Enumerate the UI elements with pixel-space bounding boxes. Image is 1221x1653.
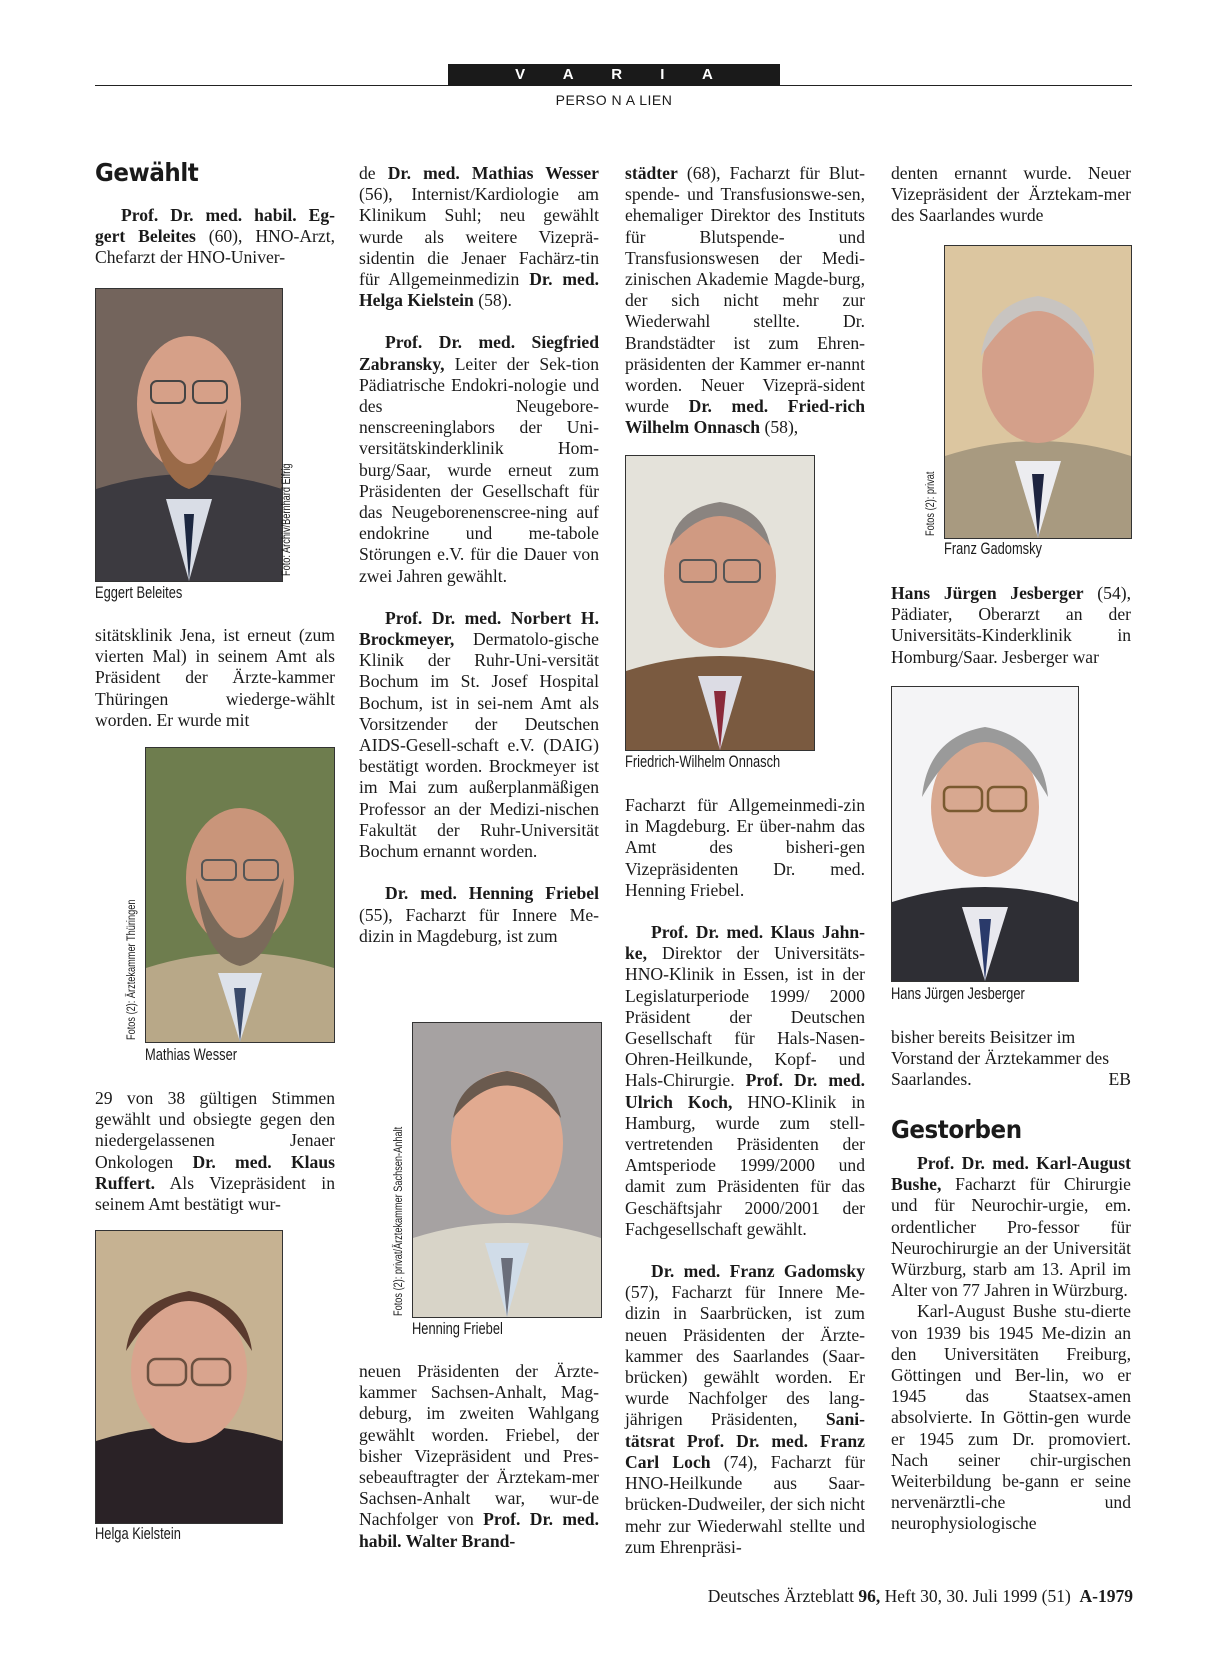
article-ruffert (95, 1088, 335, 1215)
article-beleites-intro (95, 205, 335, 269)
text-span: (60), HNO-Arzt, Chefarzt der HNO-Univer- (95, 226, 335, 268)
text-span: de (359, 163, 388, 183)
article-jesberger (891, 583, 1131, 668)
caption-jesberger: Hans Jürgen Jesberger (891, 985, 1025, 1003)
section-label: V A R I A (448, 64, 780, 86)
name-bushe: Prof. Dr. med. Karl-August Bushe, (891, 1153, 1131, 1195)
photo-gadomsky (944, 245, 1132, 539)
footer-citation (708, 1586, 1133, 1607)
portrait-image (892, 687, 1078, 981)
article-col4-top (891, 163, 1131, 227)
text-span: Dermatolo-gische Klinik der Ruhr-Uni-versität Bochum im St. Josef Hospital Bochum, ist in sei-nem Amt als Vorsitzender der Deutschen AIDS-Gesell-schaft e.V. (DAIG) bestätigt worden. Brockmeyer ist im Mai zum außerplanmäßigen Professor an der Medizi-nischen Fakultät der Ruhr-Universität Bochum ernannt worden. (359, 629, 599, 862)
heading-gestorben: Gestorben (891, 1115, 1022, 1144)
footer-issue: Heft 30, 30. Juli 1999 (51) (880, 1586, 1071, 1606)
article-beleites-cont (95, 625, 335, 731)
photo-wesser (145, 747, 335, 1043)
paragraph: denten ernannt wurde. Neuer Vizepräsident der Ärztekam-mer des Saarlandes wurde (891, 163, 1131, 226)
name-loch: Sani-tätsrat Prof. Dr. med. Franz Carl Loch (625, 1409, 865, 1472)
photo-beleites (95, 288, 283, 582)
text-span: 29 von 38 gültigen Stimmen gewählt und obsiegte gegen den niedergelassenen Jenaer Onkologen (95, 1088, 335, 1172)
portrait-image (413, 1023, 601, 1317)
text-span: Direktor der Universitäts-HNO-Klinik in Essen, ist in der Legislaturperiode 1999/ 2000 Präsident der Deutschen Gesellschaft für Hals-Nasen-Ohren-Heilkunde, Kopf- und Hals-Chirurgie. (625, 943, 865, 1091)
portrait-image (626, 456, 814, 750)
photo-credit-wesser: Fotos (2): Ärztekammer Thüringen (126, 899, 138, 1040)
author-signature: EB (1108, 1069, 1131, 1090)
article-jesberger-cont (891, 1027, 1131, 1091)
name-jesberger: Hans Jürgen Jesberger (891, 583, 1084, 603)
name-beleites: Prof. Dr. med. habil. Eg-gert Beleites (95, 205, 335, 247)
article-friebel-cont (359, 1361, 599, 1552)
caption-beleites: Eggert Beleites (95, 584, 183, 602)
name-kielstein: Dr. med. Helga Kielstein (359, 269, 600, 311)
footer-page-number: A-1979 (1079, 1586, 1133, 1606)
text-span: (56), Internist/Kardiologie am Klinikum Suhl; neu gewählt wurde als weitere Vizeprä-sidentin die Jenaer Fachärz-tin für Allgemeinmedizin (359, 184, 599, 290)
text-span: (58). (473, 290, 512, 311)
photo-jesberger (891, 686, 1079, 982)
article-col3-bottom (625, 795, 865, 1558)
text-span: neuen Präsidenten der Ärzte-kammer Sachsen-Anhalt, Mag-deburg, im zweiten Wahlgang gewählt worden. Friebel, der bisher Vizepräsident und Pres-sebeauftragter der Ärztekam-mer Sachsen-Anhalt war, wur-de Nachfolger von (359, 1361, 599, 1530)
article-bushe (891, 1153, 1131, 1535)
heading-gewaehlt: Gewählt (95, 158, 199, 187)
caption-wesser: Mathias Wesser (145, 1046, 238, 1064)
text-span: HNO-Klinik in Hamburg, wurde zum stell-vertretenden Präsidenten der Amtsperiode 1999/2000 und damit zum Präsidenten für das Geschäftsjahr 2000/2001 der Fachgesellschaft gewählt. (625, 1091, 866, 1239)
text-span: (55), Facharzt für Innere Me-dizin in Magdeburg, ist zum (359, 904, 599, 946)
name-jahnke: Prof. Dr. med. Klaus Jahn-ke, (625, 922, 865, 964)
caption-gadomsky: Franz Gadomsky (944, 540, 1042, 558)
name-gadomsky: Dr. med. Franz Gadomsky (651, 1261, 865, 1282)
paragraph: sitätsklinik Jena, ist erneut (zum vierten Mal) in seinem Amt als Präsident der Ärzte-kammer Thüringen wiederge-wählt worden. Er wurde mit (95, 625, 335, 730)
portrait-image (945, 246, 1131, 538)
name-zabransky: Prof. Dr. med. Siegfried Zabransky, (359, 332, 599, 374)
footer-journal: Deutsches Ärzteblatt (707, 1586, 859, 1606)
portrait-image (96, 289, 282, 581)
name-ruffert: Dr. med. Klaus Ruffert. (95, 1151, 335, 1193)
name-onnasch: Dr. med. Fried-rich Wilhelm Onnasch (625, 396, 865, 438)
paragraph: Karl-August Bushe stu-dierte von 1939 bis 1945 Me-dizin an den Universitäten Freiburg, Göttingen und Ber-lin, wo er 1945 das Staatsex-amen absolvierte. In Göttin-gen wurde er 1945 zum Dr. promoviert. Nach seiner chir-urgischen Weiterbildung be-gann er seine nervenärztli-che und neurophysiologische (891, 1301, 1131, 1534)
name-friebel: Dr. med. Henning Friebel (385, 883, 599, 904)
portrait-image (146, 748, 334, 1042)
photo-kielstein (95, 1230, 283, 1524)
name-brockmeyer: Prof. Dr. med. Norbert H. Brockmeyer, (359, 607, 599, 650)
footer-volume: 96, (858, 1586, 881, 1606)
text-span: (74), Facharzt für HNO-Heilkunde aus Saar-brücken-Dudweiler, der sich nicht mehr zur Wiederwahl stellte und zum Ehrenpräsi- (625, 1451, 865, 1557)
name-brandstaedter: Prof. Dr. med. habil. Walter Brand- (359, 1509, 599, 1551)
name-brandstaedter-cont: städter (625, 163, 678, 183)
name-wesser: Dr. med. Mathias Wesser (387, 163, 599, 183)
article-col3-top (625, 163, 865, 439)
caption-onnasch: Friedrich-Wilhelm Onnasch (625, 753, 781, 771)
photo-friebel (412, 1022, 602, 1318)
portrait-image (96, 1231, 282, 1523)
text-span: Als Vizepräsident in seinem Amt bestätigt wur- (95, 1172, 335, 1215)
text-span: (54), Pädiater, Oberarzt an der Universitäts-Kinderklinik in Homburg/Saar. Jesberger war (891, 583, 1131, 667)
text-span: (58), (760, 417, 799, 438)
text-span: (68), Facharzt für Blut-spende- und Transfusionswe-sen, ehemaliger Direktor des Instituts für Blutspende- und Transfusionswesen der Medi-zinischen Akademie Magde-burg, der sich nicht mehr zur Wiederwahl stellte. Dr. Brandstädter ist zum Ehren-präsidenten der Kammer er-nannt worden. Neuer Vizeprä-sident wurde (625, 163, 865, 417)
name-koch: Prof. Dr. med. Ulrich Koch, (625, 1070, 865, 1112)
photo-credit-gadomsky: Fotos (2): privat (925, 471, 937, 536)
paragraph: Facharzt für Allgemeinmedi-zin in Magdeburg. Er über-nahm das Amt des bisheri-gen Vizepräsidenten Dr. med. Henning Friebel. (625, 795, 865, 900)
text-span: Leiter der Sek-tion Pädiatrische Endokri-nologie und des Neugebore-nenscreeninglabors der Uni-versitätskinderklinik Hom-burg/Saar, wurde erneut zum Präsidenten der Gesellschaft für das Neugeborenenscree-ning auf endokrine und me-tabole Störungen e.V. für die Dauer von zwei Jahren gewählt. (359, 353, 599, 586)
text-span: Facharzt für Chirurgie und für Neurochir-urgie, em. ordentlicher Pro-fessor für Neurochirurgie an der Universität Würzburg, starb am 13. April im Alter von 77 Jahren in Würzburg. (891, 1174, 1131, 1301)
text-span: bisher bereits Beisitzer im Vorstand der Ärztekammer des Saarlandes. (891, 1027, 1110, 1090)
subsection-label: PERSO N A LIEN (555, 92, 673, 108)
photo-onnasch (625, 455, 815, 751)
caption-kielstein: Helga Kielstein (95, 1525, 181, 1543)
text-span: (57), Facharzt für Innere Me-dizin in Saarbrücken, ist zum neuen Präsidenten der Ärzte-kammer des Saarlandes (Saar-brücken) gewählt worden. Er wurde Nachfolger des lang-jährigen Präsidenten, (625, 1282, 865, 1430)
caption-friebel: Henning Friebel (412, 1320, 503, 1338)
photo-credit-beleites: Foto: Archiv/Bernhard Eifrig (281, 463, 293, 576)
photo-credit-friebel: Fotos (2): privat/Ärztekammer Sachsen-Anhalt (393, 1126, 405, 1316)
article-col2-top (359, 163, 599, 947)
